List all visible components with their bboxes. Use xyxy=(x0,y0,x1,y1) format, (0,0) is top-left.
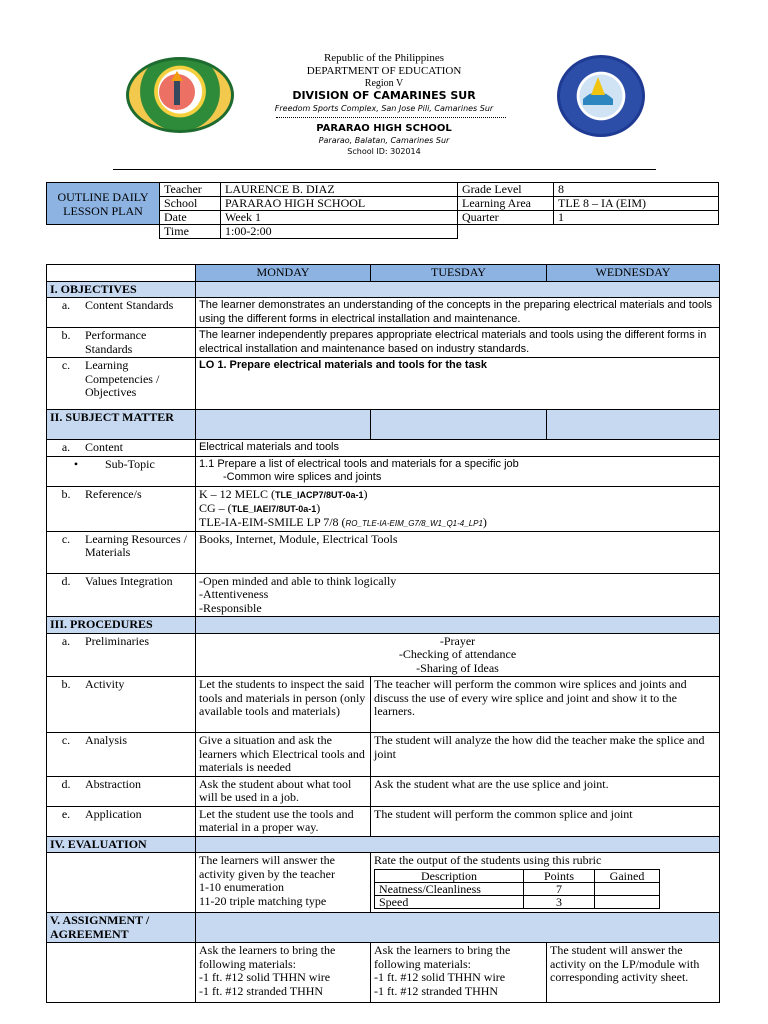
date-label: Date xyxy=(160,211,221,225)
abstraction-tuesday: Ask the student what are the use splice and joint. xyxy=(371,776,720,806)
school-value: PARARAO HIGH SCHOOL xyxy=(221,197,458,211)
teacher-value: LAURENCE B. DIAZ xyxy=(221,183,458,197)
rubric-table xyxy=(374,869,660,909)
department-line: DEPARTMENT OF EDUCATION xyxy=(306,65,462,77)
performance-standards-label: Performance Standards xyxy=(85,328,147,356)
assignment-heading: V. ASSIGNMENT / AGREEMENT xyxy=(47,913,196,943)
quarter-value: 1 xyxy=(554,211,719,225)
grade-value: 8 xyxy=(554,183,719,197)
assignment-mon-line-3: -1 ft. #12 stranded THHN xyxy=(199,983,324,998)
evaluation-heading: IV. EVALUATION xyxy=(47,836,196,853)
analysis-tuesday: The student will analyze the how did the teacher make the splice and joint xyxy=(371,733,720,777)
quarter-label: Quarter xyxy=(458,211,554,225)
item-key: b. xyxy=(61,677,71,691)
competencies-label: Learning Competencies / Objectives xyxy=(85,358,160,399)
school-address: Pararao, Balatan, Camarines Sur xyxy=(318,136,450,145)
ref-close: ) xyxy=(363,486,368,501)
date-value: Week 1 xyxy=(221,211,458,225)
activity-tuesday: The teacher will perform the common wire splices and joints and discuss the use of every wire splice and joint and show it to the learners. xyxy=(371,677,720,733)
content-standards-label: Content Standards xyxy=(85,298,174,312)
header-divider xyxy=(113,169,656,170)
assignment-tue-line-3: -1 ft. #12 stranded THHN xyxy=(374,983,499,998)
competencies-text: LO 1. Prepare electrical materials and tools for the task xyxy=(196,358,720,410)
grade-label: Grade Level xyxy=(458,183,554,197)
bullet-icon: • xyxy=(73,456,79,471)
subtopic-line-1: 1.1 Prepare a list of electrical tools and materials for a specific job xyxy=(199,457,519,470)
day-tuesday: TUESDAY xyxy=(371,265,547,282)
subject-matter-heading: II. SUBJECT MATTER xyxy=(47,410,196,440)
activity-monday: Let the students to inspect the said tools and materials in person (only available tools and materials) xyxy=(196,677,371,733)
ref-cg: CG – ( xyxy=(199,500,232,515)
school-label: School xyxy=(160,197,221,211)
performance-standards-text: The learner independently prepares appropriate electrical materials and tools using the different forms in electrical installation and maintenance based on industry standards. xyxy=(196,328,720,358)
item-key: e. xyxy=(61,806,71,821)
day-monday: MONDAY xyxy=(196,265,371,282)
lesson-plan-title: OUTLINE DAILY LESSON PLAN xyxy=(47,183,160,225)
rubric-header-points: Points xyxy=(524,869,595,882)
division-line: DIVISION OF CAMARINES SUR xyxy=(292,89,476,102)
rubric-points: 7 xyxy=(524,882,595,895)
assignment-wednesday: The student will answer the activity on the LP/module with corresponding activity sheet. xyxy=(547,943,720,1003)
rubric-header-gained: Gained xyxy=(595,869,660,882)
assignment-tue-line-1: Ask the learners to bring the following materials: xyxy=(374,943,511,971)
rubric-desc: Neatness/Cleanliness xyxy=(375,882,524,895)
rubric-intro: Rate the output of the students using this rubric xyxy=(374,853,602,867)
divider-dotted xyxy=(276,117,506,119)
abstraction-monday: Ask the student about what tool will be used in a job. xyxy=(196,776,371,806)
application-tuesday: The student will perform the common splice and joint xyxy=(371,806,720,836)
application-label: Application xyxy=(85,806,142,821)
prelim-line-1: -Prayer xyxy=(439,633,476,648)
values-label: Values Integration xyxy=(85,573,173,588)
ref-close: ) xyxy=(482,514,487,529)
assignment-tue-line-2: -1 ft. #12 solid THHN wire xyxy=(374,970,506,984)
values-line-1: -Open minded and able to think logically xyxy=(199,573,397,588)
content-label: Content xyxy=(85,440,123,454)
rubric-gained xyxy=(595,882,660,895)
region-line: Region V xyxy=(364,78,404,89)
objectives-heading: I. OBJECTIVES xyxy=(47,281,196,298)
teacher-label: Teacher xyxy=(160,183,221,197)
day-wednesday: WEDNESDAY xyxy=(547,265,720,282)
subtopic-label: Sub-Topic xyxy=(105,456,155,471)
procedures-heading: III. PROCEDURES xyxy=(47,617,196,634)
item-key: b. xyxy=(61,328,71,342)
area-label: Learning Area xyxy=(458,197,554,211)
values-line-2: -Attentiveness xyxy=(199,587,269,601)
ref-smile-code: RO_TLE-IA-EIM_G7/8_W1_Q1-4_LP1 xyxy=(345,518,483,528)
republic-line: Republic of the Philippines xyxy=(323,52,445,64)
rubric-header-description: Description xyxy=(375,869,524,882)
prelim-line-3: -Sharing of Ideas xyxy=(416,660,499,675)
activity-label: Activity xyxy=(85,677,125,691)
item-key: c. xyxy=(61,733,71,747)
application-monday: Let the student use the tools and material in a proper way. xyxy=(196,806,371,836)
evaluation-mon-line-1: The learners will answer the activity given by the teacher xyxy=(199,853,335,881)
assignment-mon-line-1: Ask the learners to bring the following materials: xyxy=(199,943,336,971)
item-key: a. xyxy=(61,440,71,454)
item-key: a. xyxy=(61,298,71,312)
item-key: a. xyxy=(61,633,71,648)
preliminaries-label: Preliminaries xyxy=(85,633,149,648)
evaluation-mon-line-3: 11-20 triple matching type xyxy=(199,893,327,908)
item-key: c. xyxy=(61,531,71,546)
ref-close: ) xyxy=(316,500,321,515)
analysis-monday: Give a situation and ask the learners which Electrical tools and materials is needed xyxy=(196,733,371,777)
time-value: 1:00-2:00 xyxy=(221,225,458,239)
rubric-gained xyxy=(595,895,660,908)
item-key: b. xyxy=(61,486,71,501)
values-line-3: -Responsible xyxy=(199,600,262,615)
evaluation-mon-line-2: 1-10 enumeration xyxy=(199,880,284,894)
content-text: Electrical materials and tools xyxy=(196,440,720,457)
rubric-desc: Speed xyxy=(375,895,524,908)
references-label: Reference/s xyxy=(85,486,142,501)
school-id: School ID: 302014 xyxy=(347,147,421,156)
resources-text: Books, Internet, Module, Electrical Tools xyxy=(196,531,720,573)
division-address: Freedom Sports Complex, San Jose Pili, Camarines Sur xyxy=(274,104,494,113)
ref-cg-code: TLE_IAEI7/8UT-0a-1 xyxy=(231,503,317,514)
rubric-points: 3 xyxy=(524,895,595,908)
item-key: c. xyxy=(61,358,71,372)
subtopic-line-2: -Common wire splices and joints xyxy=(223,471,382,483)
analysis-label: Analysis xyxy=(85,733,127,747)
resources-label: Learning Resources / Materials xyxy=(85,531,187,559)
ref-melc: K – 12 MELC ( xyxy=(199,486,275,501)
abstraction-label: Abstraction xyxy=(85,776,141,791)
assignment-mon-line-2: -1 ft. #12 solid THHN wire xyxy=(199,970,331,984)
ref-melc-code: TLE_IACP7/8UT-0a-1 xyxy=(275,489,364,500)
item-key: d. xyxy=(61,776,71,791)
area-value: TLE 8 – IA (EIM) xyxy=(554,197,719,211)
content-standards-text: The learner demonstrates an understanding of the concepts in the preparing electrical materials and tools using the different forms in electrical installation and maintenance. xyxy=(196,298,720,328)
item-key: d. xyxy=(61,573,71,588)
lesson-plan-table xyxy=(46,264,720,1003)
ref-smile: TLE-IA-EIM-SMILE LP 7/8 ( xyxy=(199,514,346,529)
time-label: Time xyxy=(160,225,221,239)
school-name: PARARAO HIGH SCHOOL xyxy=(316,123,452,134)
prelim-line-2: -Checking of attendance xyxy=(398,647,517,661)
lesson-info-table xyxy=(46,182,719,239)
